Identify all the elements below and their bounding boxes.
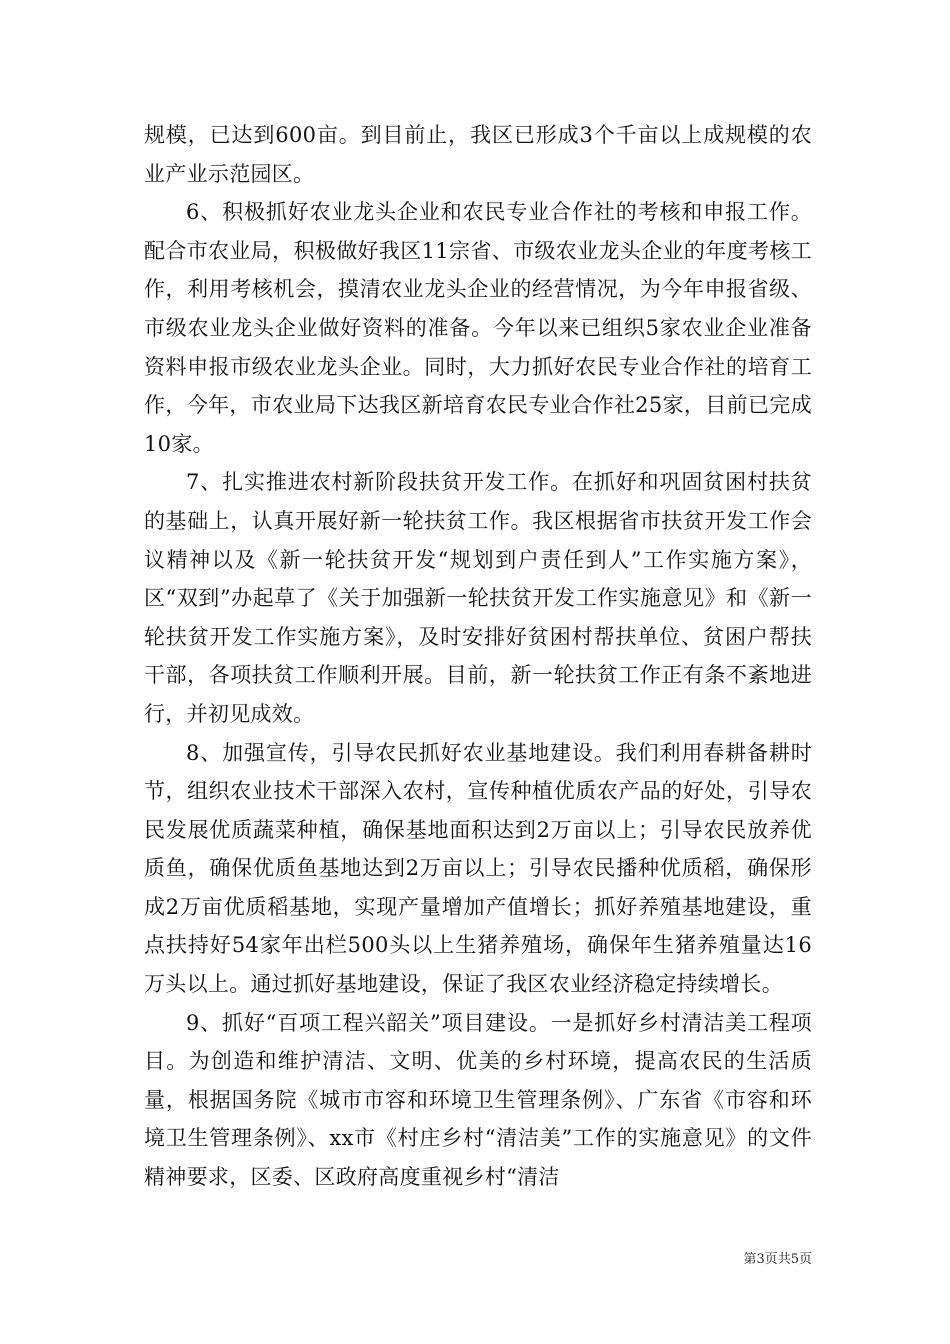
paragraph-item-9: 9、抓好“百项工程兴韶关”项目建设。一是抓好乡村清洁美工程项目。为创造和维护清洁、文明、优美的乡村环境，提高农民的生活质量，根据国务院《城市市容和环境卫生管理条例》、广东省《市容和环境卫生管理条例》、xx市《村庄乡村“清洁美”工作的实施意见》的文件精神要求，区委、区政府高度重视乡村“清洁: [144, 1010, 812, 1190]
paragraph-item-6: 6、积极抓好农业龙头企业和农民专业合作社的考核和申报工作。配合市农业局，积极做好我区11宗省、市级农业龙头企业的年度考核工作，利用考核机会，摸清农业龙头企业的经营情况，为今年申报省级、市级农业龙头企业做好资料的准备。今年以来已组织5家农业企业准备资料申报市级农业龙头企业。同时，大力抓好农民专业合作社的培育工作，今年，市农业局下达我区新培育农民专业合作社25家，目前已完成10家。: [144, 200, 812, 456]
paragraph-item-8: 8、加强宣传，引导农民抓好农业基地建设。我们利用春耕备耕时节，组织农业技术干部深入农村，宣传种植优质农产品的好处，引导农民发展优质蔬菜种植，确保基地面积达到2万亩以上；引导农民放养优质鱼，确保优质鱼基地达到2万亩以上；引导农民播种优质稻，确保形成2万亩优质稻基地，实现产量增加产值增长；抓好养殖基地建设，重点扶持好54家年出栏500头以上生猪养殖场，确保年生猪养殖量达16万头以上。通过抓好基地建设，保证了我区农业经济稳定持续增长。: [144, 740, 812, 997]
page-number: 第3页共5页: [743, 1252, 812, 1267]
document-body: [144, 116, 812, 1197]
paragraph-continuation: 规模，已达到600亩。到目前止，我区已形成3个千亩以上成规模的农业产业示范园区。: [144, 123, 812, 186]
paragraph-item-7: 7、扎实推进农村新阶段扶贫开发工作。在抓好和巩固贫困村扶贫的基础上，认真开展好新一轮扶贫工作。我区根据省市扶贫开发工作会议精神以及《新一轮扶贫开发“规划到户责任到人”工作实施方案》，区“双到”办起草了《关于加强新一轮扶贫开发工作实施意见》和《新一轮扶贫开发工作实施方案》，及时安排好贫困村帮扶单位、贫困户帮扶干部，各项扶贫工作顺利开展。目前，新一轮扶贫工作正有条不紊地进行，并初见成效。: [144, 470, 812, 726]
